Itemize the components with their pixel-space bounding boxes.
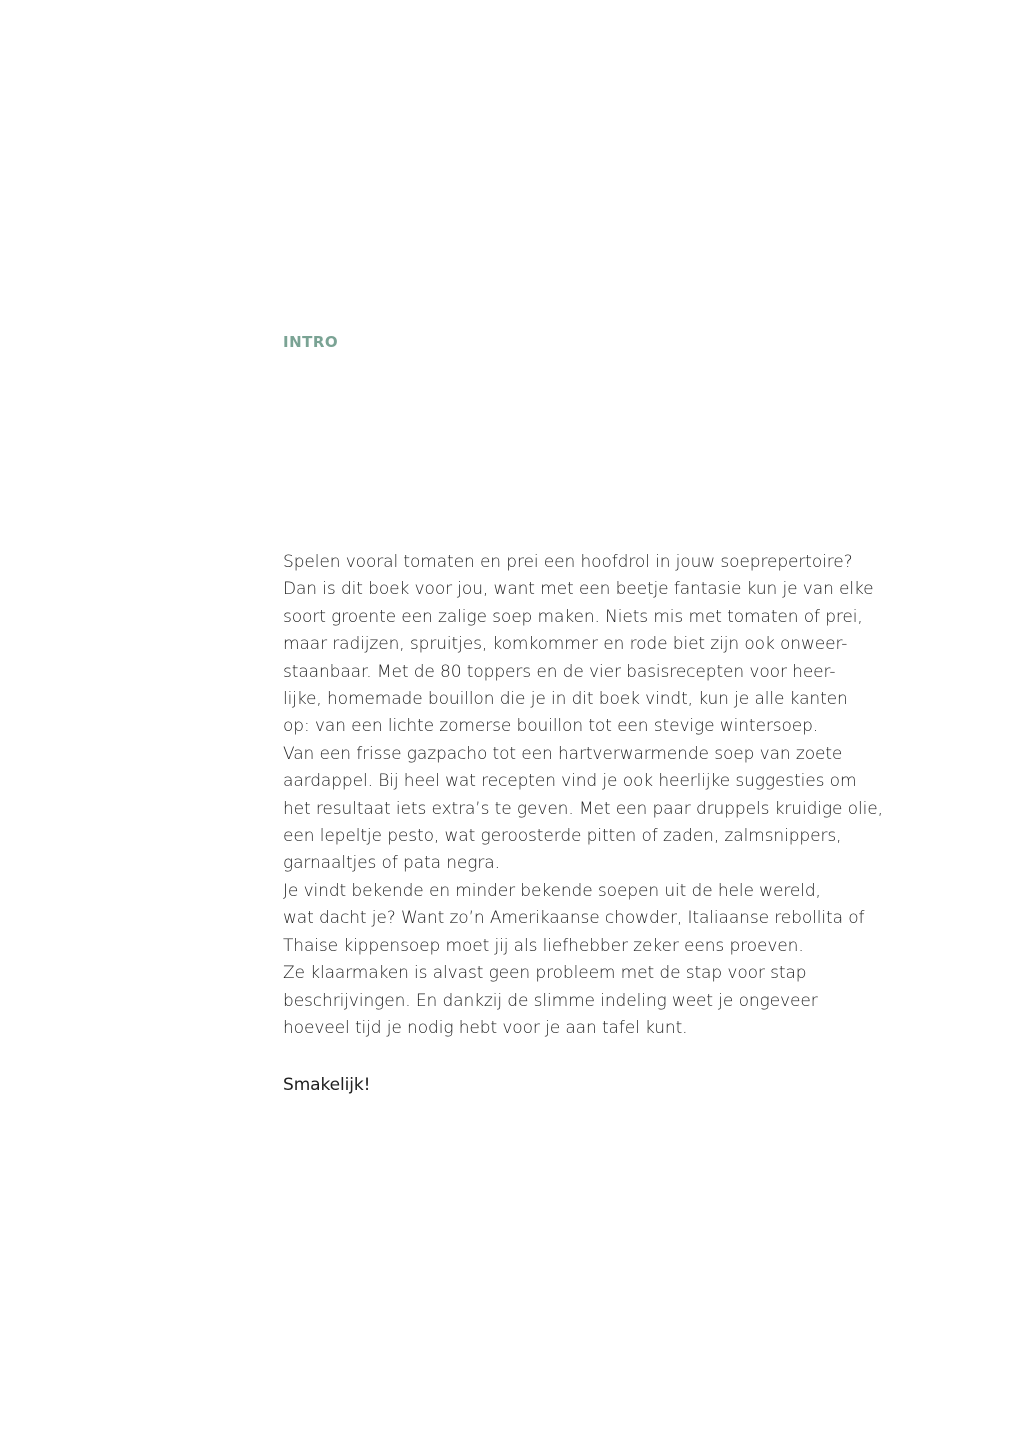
- intro-line: Spelen vooral tomaten en prei een hoofdrol in jouw soeprepertoire?: [283, 552, 853, 572]
- intro-line: Ze klaarmaken is alvast geen probleem met de stap voor stap: [283, 963, 807, 984]
- intro-line: Thaise kippensoep moet jij als liefhebber zeker eens proeven.: [283, 935, 804, 956]
- intro-line: wat dacht je? Want zo’n Amerikaanse chowder, Italiaanse rebollita of: [283, 908, 865, 929]
- intro-line: garnaaltjes of pata negra.: [283, 853, 500, 874]
- intro-line: soort groente een zalige soep maken. Niets mis met tomaten of prei,: [283, 606, 863, 627]
- section-heading: INTRO: [283, 333, 339, 351]
- intro-line: aardappel. Bij heel wat recepten vind je ook heerlijke suggesties om: [283, 771, 857, 792]
- intro-body: [283, 549, 893, 1042]
- intro-line: staanbaar. Met de 80 toppers en de vier basisrecepten voor heer-: [283, 661, 836, 682]
- intro-line: het resultaat iets extra’s te geven. Met een paar druppels kruidige olie,: [283, 798, 883, 819]
- intro-line: een lepeltje pesto, wat geroosterde pitten of zaden, zalmsnippers,: [283, 826, 842, 847]
- closing-line: Smakelijk!: [283, 1075, 371, 1095]
- intro-line: Van een frisse gazpacho tot een hartverwarmende soep van zoete: [283, 743, 843, 764]
- intro-line: Je vindt bekende en minder bekende soepen uit de hele wereld,: [283, 880, 821, 901]
- intro-line: lijke, homemade bouillon die je in dit boek vindt, kun je alle kanten: [283, 689, 848, 710]
- intro-line: beschrijvingen. En dankzij de slimme indeling weet je ongeveer: [283, 990, 818, 1011]
- intro-line: hoeveel tijd je nodig hebt voor je aan tafel kunt.: [283, 1017, 688, 1038]
- intro-line: Dan is dit boek voor jou, want met een beetje fantasie kun je van elke: [283, 579, 874, 600]
- intro-line: op: van een lichte zomerse bouillon tot een stevige wintersoep.: [283, 716, 819, 737]
- intro-line: maar radijzen, spruitjes, komkommer en rode biet zijn ook onweer-: [283, 634, 848, 655]
